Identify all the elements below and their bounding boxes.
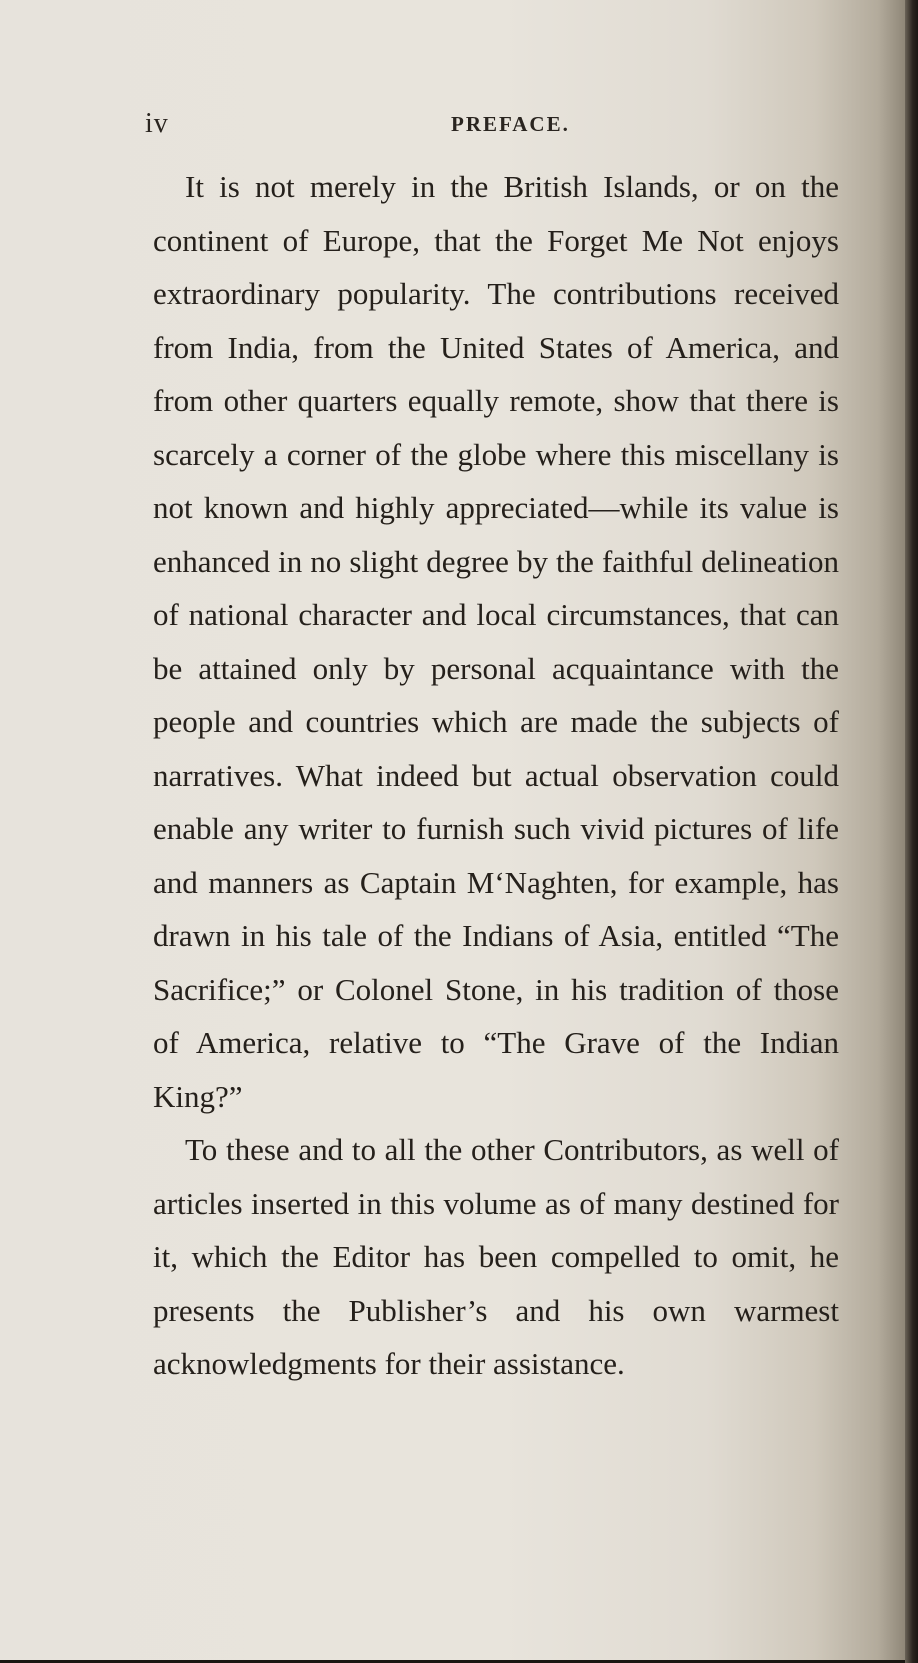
page-number: iv: [145, 108, 169, 139]
preface-body: [153, 160, 839, 1391]
page-edge-shadow: [905, 0, 918, 1663]
paragraph-2: To these and to all the other Contributors, as well of articles inserted in this volume as of many destined for it, which the Editor has been compelled to omit, he presents the Publisher’s and his own warmest acknowledgments for their assistance.: [153, 1132, 839, 1381]
page-header: [145, 108, 845, 148]
paragraph-1: It is not merely in the British Islands, or on the continent of Europe, that the Forget Me Not enjoys extraordinary popularity. The contributions received from India, from the United States of America, and from other quarters equally remote, show that there is scarcely a corner of the globe where this miscellany is not known and highly appreciated—while its value is enhanced in no slight degree by the faithful delineation of national character and local circumstances, that can be attained only by personal acquaintance with the people and countries which are made the subjects of narratives. What indeed but actual observation could enable any writer to furnish such vivid pictures of life and manners as Captain M‘Naghten, for example, has drawn in his tale of the Indians of Asia, entitled “The Sacrifice;” or Colonel Stone, in his tradition of those of America, relative to “The Grave of the Indian King?”: [153, 169, 839, 1114]
running-title: PREFACE.: [451, 112, 570, 136]
